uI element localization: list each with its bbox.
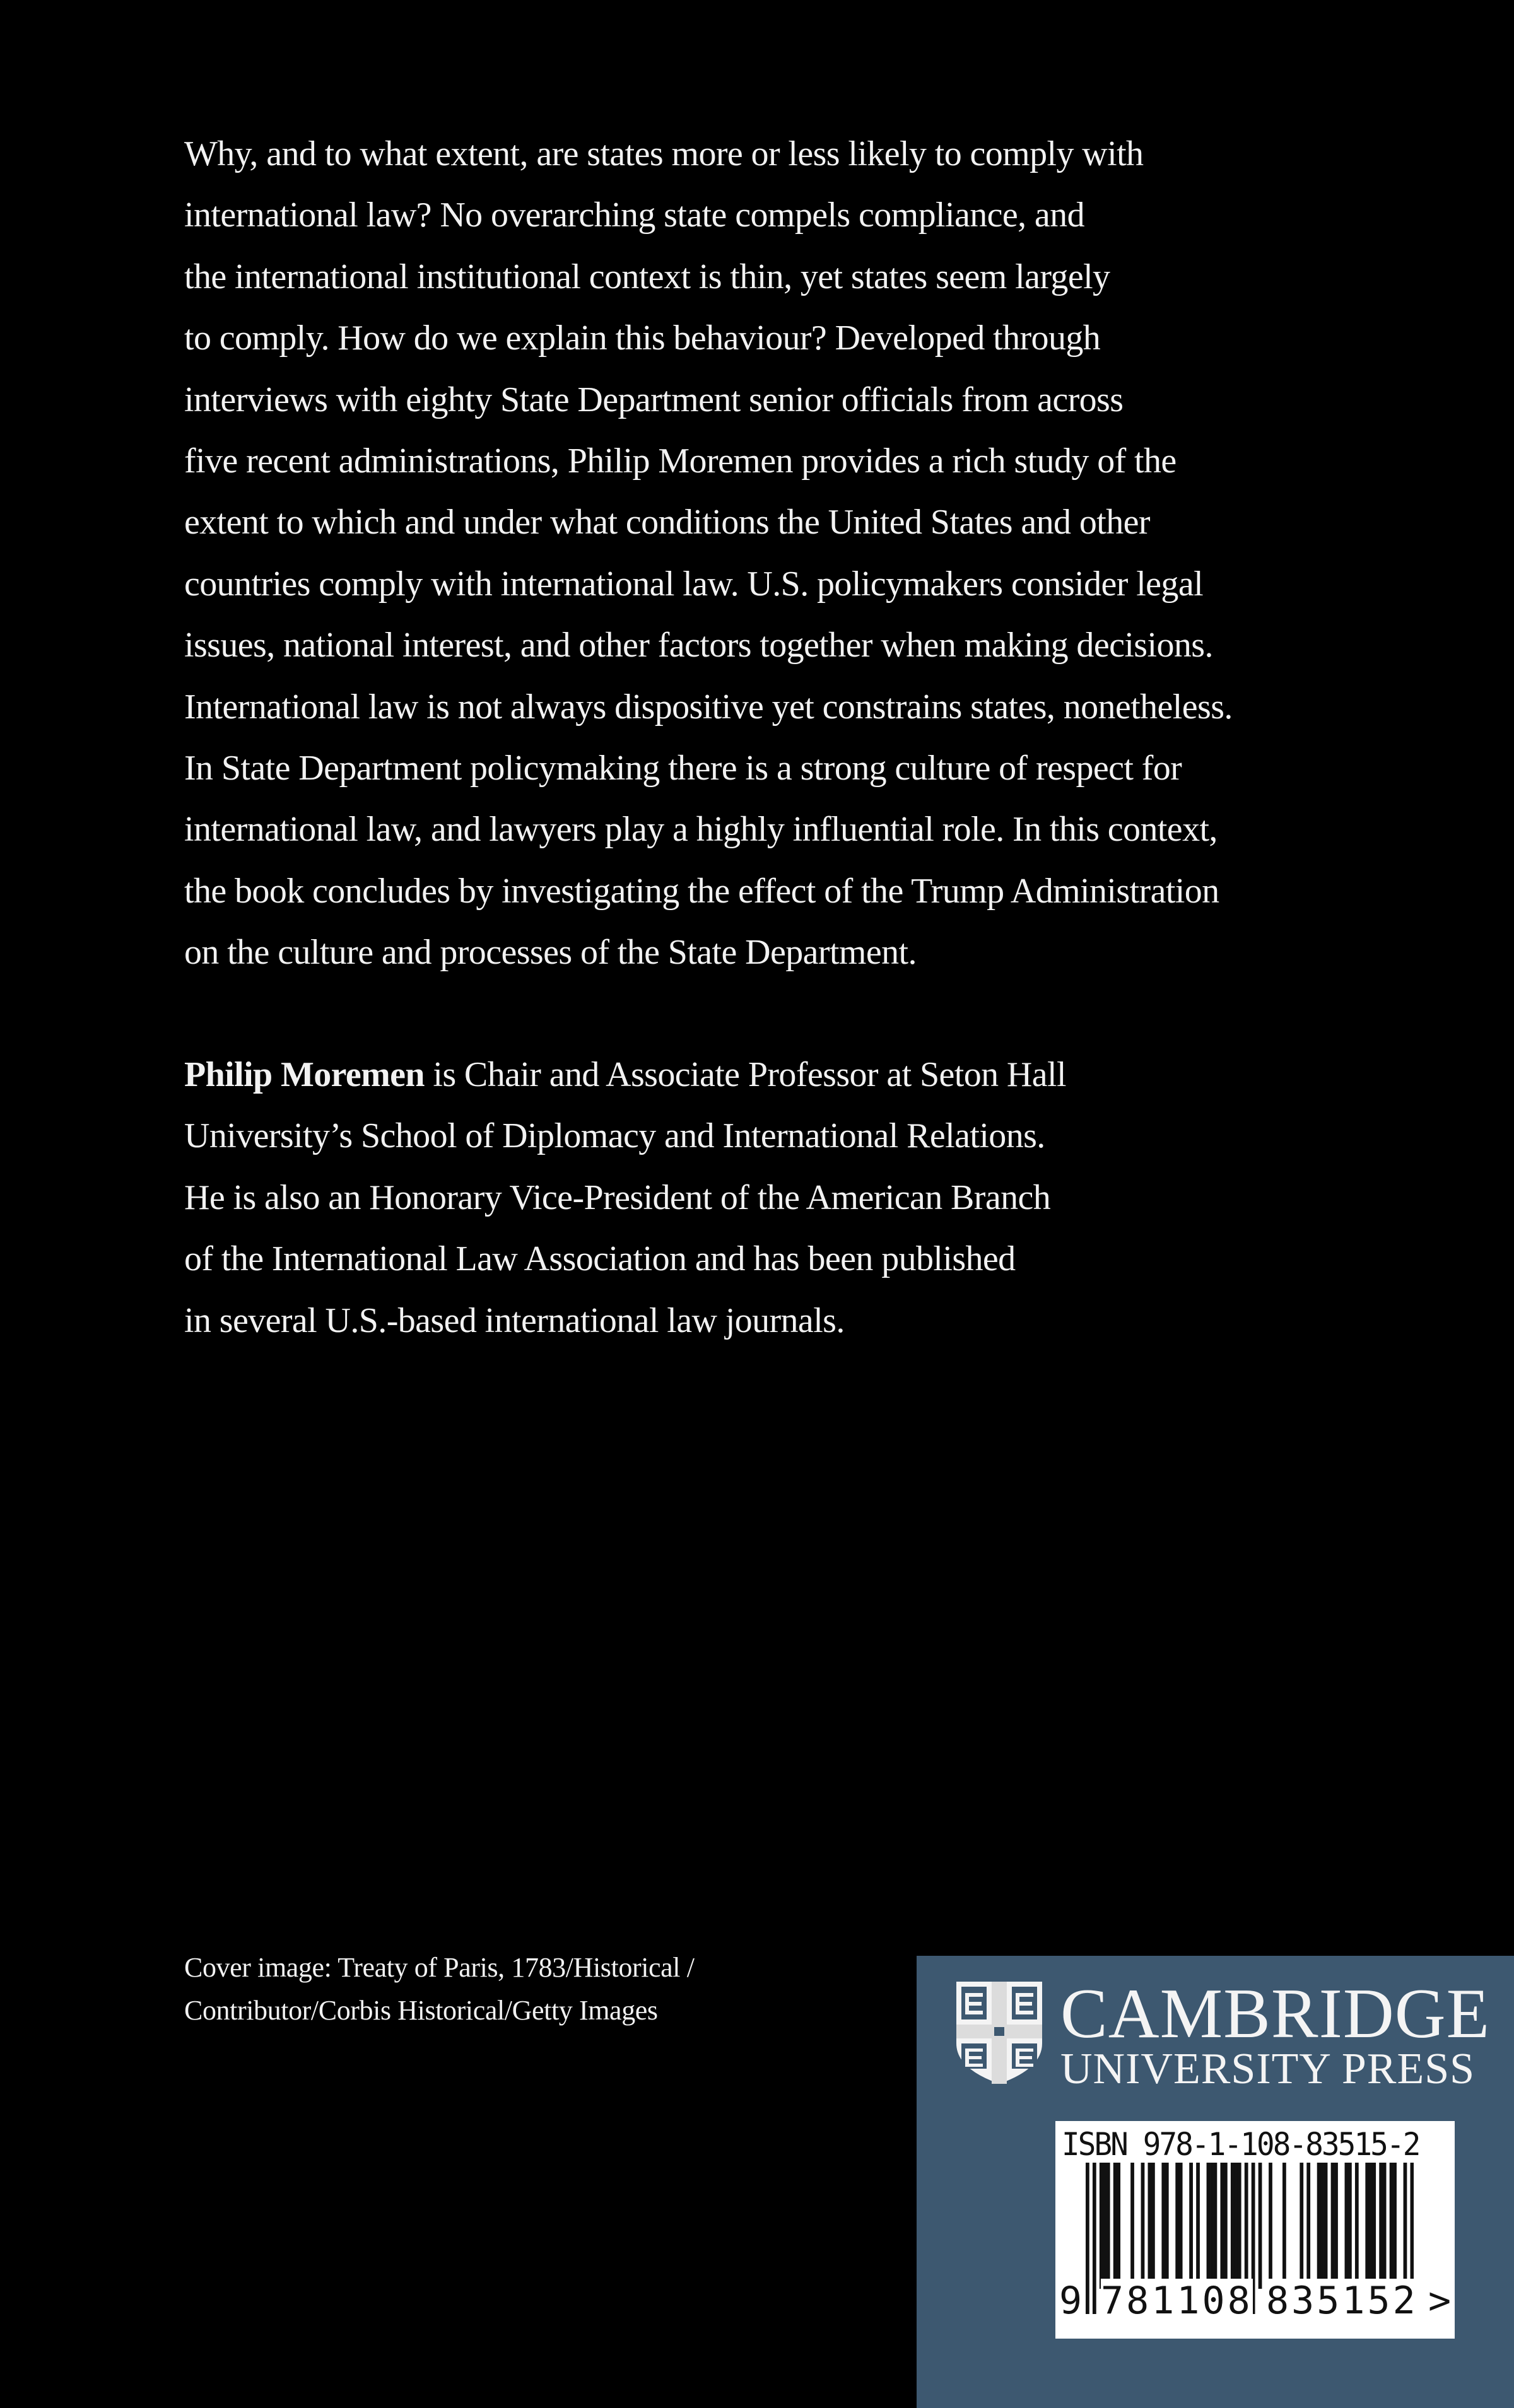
description-line: international law, and lawyers play a highly influential role. In this context, <box>184 810 1218 850</box>
description-line: issues, national interest, and other factors together when making decisions. <box>184 626 1213 665</box>
barcode-bar <box>1365 2163 1369 2289</box>
book-description <box>184 124 1233 983</box>
barcode-bar <box>1117 2163 1120 2289</box>
description-line: countries comply with international law. U.S. policymakers consider legal <box>184 564 1204 604</box>
cover-image-credit <box>184 1946 695 2032</box>
isbn-barcode <box>1055 2121 1455 2339</box>
description-line: extent to which and under what conditions the United States and other <box>184 503 1150 542</box>
barcode-bar <box>1086 2163 1089 2314</box>
barcode-bar <box>1224 2163 1228 2289</box>
barcode-bar <box>1148 2163 1152 2289</box>
barcode-bar <box>1175 2163 1179 2289</box>
barcode-bar <box>1259 2163 1262 2289</box>
barcode-bar <box>1345 2163 1349 2289</box>
barcode-bar <box>1348 2163 1352 2289</box>
barcode-bar <box>1234 2163 1238 2289</box>
bio-line: He is also an Honorary Vice-President of the American Branch <box>184 1178 1051 1217</box>
publisher-panel <box>917 1956 1514 2408</box>
barcode-bar <box>1130 2163 1134 2289</box>
barcode-bar <box>1369 2163 1373 2289</box>
description-line: on the culture and processes of the State Department. <box>184 933 917 973</box>
publisher-name: CAMBRIDGE <box>1060 1975 1491 2053</box>
credit-line: Cover image: Treaty of Paris, 1783/Historical / <box>184 1952 695 1983</box>
barcode-bar <box>1383 2163 1387 2289</box>
barcode-bar <box>1334 2163 1338 2289</box>
barcode-bar <box>1306 2163 1310 2289</box>
credit-line: Contributor/Corbis Historical/Getty Images <box>184 1995 658 2026</box>
barcode-bar <box>1165 2163 1169 2289</box>
description-line: interviews with eighty State Department senior officials from across <box>184 380 1124 419</box>
description-line: five recent administrations, Philip Moremen provides a rich study of the <box>184 441 1177 481</box>
barcode-bar <box>1393 2163 1397 2289</box>
cambridge-shield-icon <box>955 1980 1043 2085</box>
barcode-bar <box>1372 2163 1376 2289</box>
barcode-bar <box>1210 2163 1214 2289</box>
barcode-bar <box>1317 2163 1321 2289</box>
barcode-bar <box>1103 2163 1106 2289</box>
barcode-bar <box>1189 2163 1193 2289</box>
bio-line: of the International Law Association and has been published <box>184 1239 1016 1279</box>
barcode-first-digit: 9 <box>1059 2279 1083 2323</box>
barcode-bar <box>1238 2163 1241 2289</box>
description-line: Why, and to what extent, are states more or less likely to comply with <box>184 134 1144 173</box>
isbn-label: ISBN 978-1-108-83515-2 <box>1062 2126 1419 2163</box>
barcode-bar <box>1324 2163 1328 2289</box>
barcode-bar <box>1220 2163 1224 2289</box>
barcode-bar <box>1113 2163 1117 2289</box>
barcode-bar <box>1100 2163 1103 2289</box>
author-bio <box>184 1044 1066 1352</box>
barcode-bar <box>1141 2163 1145 2289</box>
bio-line: Philip Moremen is Chair and Associate Professor at Seton Hall <box>184 1055 1066 1094</box>
publisher-subtitle: UNIVERSITY PRESS <box>1060 2045 1476 2093</box>
description-line: to comply. How do we explain this behaviour? Developed through <box>184 319 1101 358</box>
barcode-bar <box>1196 2163 1200 2289</box>
barcode-left-group: 781108 <box>1101 2279 1253 2323</box>
description-line: In State Department policymaking there is a strong culture of respect for <box>184 748 1182 788</box>
barcode-bar <box>1379 2163 1383 2289</box>
barcode-bar <box>1151 2163 1155 2289</box>
barcode-bar <box>1282 2163 1286 2289</box>
barcode-right-group: 835152 <box>1266 2279 1418 2323</box>
barcode-bar <box>1179 2163 1183 2289</box>
barcode-bar <box>1269 2163 1272 2289</box>
bio-line: University’s School of Diplomacy and International Relations. <box>184 1116 1045 1156</box>
description-line: the international institutional context is thin, yet states seem largely <box>184 257 1110 296</box>
barcode-bar <box>1207 2163 1211 2289</box>
bio-line: in several U.S.-based international law journals. <box>184 1300 845 1340</box>
barcode-bar <box>1300 2163 1303 2289</box>
barcode-bar <box>1320 2163 1324 2289</box>
barcode-bar <box>1390 2163 1394 2289</box>
description-line: International law is not always dispositive yet constrains states, nonetheless. <box>184 687 1233 727</box>
barcode-bar <box>1161 2163 1165 2289</box>
author-name: Philip Moremen <box>184 1055 425 1094</box>
barcode-bar <box>1093 2163 1096 2314</box>
barcode-bar <box>1231 2163 1235 2289</box>
description-line: international law? No overarching state compels compliance, and <box>184 196 1084 235</box>
barcode-bar <box>1106 2163 1110 2289</box>
barcode-bar <box>1331 2163 1335 2289</box>
barcode-bar <box>1214 2163 1218 2289</box>
description-line: the book concludes by investigating the effect of the Trump Administration <box>184 871 1219 911</box>
barcode-bar <box>1355 2163 1359 2289</box>
barcode-quiet-mark: > <box>1428 2279 1452 2323</box>
